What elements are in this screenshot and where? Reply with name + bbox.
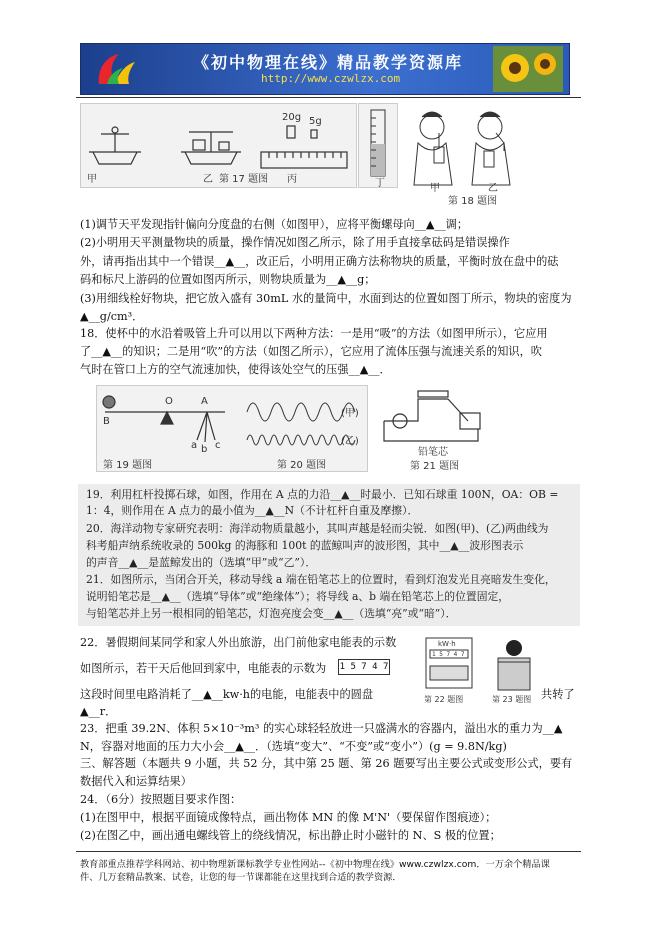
fig17-label-jia: 甲: [87, 174, 97, 185]
page-footer: [80, 858, 585, 884]
figure-17-cylinder: [358, 103, 398, 188]
fig17-weight-5g: 5g: [309, 116, 322, 127]
q17-part3a: (3)用细线栓好物块，把它放入盛有 30mL 水的量筒中，水面到达的位置如图丁所示，物块的密度为: [80, 292, 572, 305]
fig18-caption: 第 18 题图: [448, 196, 498, 207]
figure-18: [408, 103, 520, 207]
footer-rule: [76, 851, 581, 852]
fig17-label-bing: 丙: [287, 174, 297, 185]
banner-title: 《初中物理在线》精品教学资源库: [193, 53, 464, 72]
q21-line2: 说明铅笔芯是__▲__（选填“导体”或“绝缘体”）；将导线 a、b 端在铅笔芯上的位置固定，: [86, 590, 510, 603]
figure-23: [492, 636, 536, 706]
header-rule: [76, 97, 581, 98]
fig18-label-jia: 甲: [430, 183, 440, 194]
fig20-caption: 第 20 题图: [277, 460, 327, 471]
fig22-caption: 第 22 题图: [424, 695, 464, 704]
fig22-meter-digits: 1 5 7 4 7: [432, 651, 465, 658]
q23-line1: 23．把重 39.2N、体积 5×10⁻³m³ 的实心球轻轻放进一只盛满水的容器内，溢出水的重力为__▲: [80, 722, 563, 735]
section3-heading-line2: 数据代入和运算结果）: [80, 775, 192, 788]
fig19-dir-a: a: [191, 440, 198, 451]
fig19-point-a: A: [201, 396, 208, 407]
q17-part1: (1)调节天平发现指针偏向分度盘的右侧（如图甲），应将平衡螺母向__▲__调；: [80, 218, 469, 231]
q18-line2: 了__▲__的知识；二是用“吹”的方法（如图乙所示），它应用了流体压强与流速关系的知识，吹: [80, 345, 542, 358]
header-banner: [80, 43, 570, 95]
fig19-dir-b: b: [201, 444, 208, 455]
q20-line1: 20．海洋动物专家研究表明：海洋动物质量越小，其叫声越是轻而尖锐．如图(甲)、(乙)两曲线为: [86, 522, 549, 535]
figure-21: [378, 385, 484, 470]
fig20-series-jia: (甲): [341, 408, 359, 419]
fig17-label-ding: 丁: [375, 178, 385, 189]
drinking-straw-illustration: [408, 103, 520, 189]
q18-line1: 18．使杯中的水沿着吸管上升可以用以下两种方法：一是用“吸”的方法（如图甲所示），它应用: [80, 327, 548, 340]
q18-line3: 气时在管口上方的空气流速加快，使得该处空气的压强__▲__．: [80, 363, 391, 376]
fig19-point-o: O: [165, 396, 173, 407]
q20-line2: 科考船声纳系统收录的 500kg 的海豚和 100t 的蓝鲸叫声的波形图，其中__▲__波形图表示: [86, 539, 524, 552]
site-logo-icon: [93, 50, 139, 88]
q22-inline-meter-readout: 1 5 7 4 7: [338, 659, 390, 675]
q24-title: 24．（6分）按照题目要求作图：: [80, 793, 242, 806]
container-with-ball-icon: [492, 636, 536, 692]
fig21-pencil-caption: 铅笔芯: [418, 447, 448, 458]
fig17-caption: 第 17 题图: [219, 174, 269, 185]
q22-line3-tail: 共转了: [541, 688, 575, 701]
sunflower-icon: [493, 46, 563, 92]
q24-part1: (1)在图甲中，根据平面镜成像特点，画出物体 MN 的像 M'N'（要保留作图痕迹）；: [80, 811, 497, 824]
fig20-series-yi: (乙): [341, 436, 359, 447]
figures-19-20: [96, 385, 368, 472]
footer-line2: 件、几万套精品教案、试卷，让您的每一节课都能在这里找到合适的教学资源．: [80, 872, 402, 883]
q22-line4: ▲__r．: [80, 705, 117, 718]
q21-line1: 21．如图所示，当闭合开关，移动导线 a 端在铅笔芯上的位置时，看到灯泡发光且亮暗发生变化，: [86, 573, 556, 586]
q17-part2b: 外，请再指出其中一个错误__▲__，改正后，小明用正确方法称物块的质量，平衡时放在盘中的砝: [80, 255, 559, 268]
q22-line2: 如图所示，若干天后他回到家中，电能表的示数为: [80, 662, 327, 675]
section3-heading-line1: 三、解答题（本题共 9 小题，共 52 分，其中第 25 题、第 26 题要写出主要公式或变形公式，要有: [80, 757, 573, 770]
fig18-label-yi: 乙: [488, 183, 498, 194]
footer-line1: 教育部重点推荐学科网站、初中物理新课标教学专业性网站--《初中物理在线》www.czwlzx.com．一万余个精品课: [80, 859, 550, 870]
q17-part3b: ▲__g/cm³．: [80, 310, 144, 323]
q17-part2c: 码和标尺上游码的位置如图丙所示，则物块质量为__▲__g；: [80, 273, 376, 286]
q19-line2: 1：4，则作用在 A 点力的最小值为__▲__N（不计杠杆自重及摩擦）．: [86, 504, 419, 517]
fig19-point-b: B: [103, 416, 110, 427]
fig23-caption: 第 23 题图: [492, 695, 532, 704]
q22-line1: 22．暑假期间某同学和家人外出旅游，出门前他家电能表的示数: [80, 636, 397, 649]
figure-22: [420, 636, 480, 706]
q21-line3: 与铅笔芯并上另一根相同的铅笔芯，灯泡亮度会变__▲__（选填“亮”或“暗”）．: [86, 607, 457, 620]
q19-line1: 19．利用杠杆投掷石球，如图，作用在 A 点的力沿__▲__时最小．已知石球重 100N，OA：OB =: [86, 488, 559, 501]
fig22-meter-unit: kW·h: [438, 640, 456, 648]
q24-part2: (2)在图乙中，画出通电螺线管上的绕线情况，标出静止时小磁针的 N、S 极的位置；: [80, 829, 501, 842]
scanned-questions-block: [78, 484, 580, 626]
q20-line3: 的声音__▲__是蓝鲸发出的（选填“甲”或“乙”）．: [86, 556, 317, 569]
banner-url[interactable]: http://www.czwlzx.com: [261, 72, 401, 85]
fig17-weight-20g: 20g: [282, 112, 302, 123]
fig19-caption: 第 19 题图: [103, 460, 153, 471]
fig19-dir-c: c: [215, 440, 221, 451]
q22-line3: 这段时间里电路消耗了__▲__kw·h的电能，电能表中的圆盘: [80, 688, 374, 701]
figure-17: [80, 103, 357, 188]
fig17-label-yi: 乙: [203, 174, 213, 185]
fig21-caption: 第 21 题图: [410, 461, 460, 472]
q23-line2: N，容器对地面的压力大小会__▲__．（选填“变大”、“不变”或“变小”）(g = 9.8N/kg): [80, 740, 507, 753]
q17-part2a: (2)小明用天平测量物块的质量，操作情况如图乙所示，除了用手直接拿砝码是错误操作: [80, 236, 510, 249]
